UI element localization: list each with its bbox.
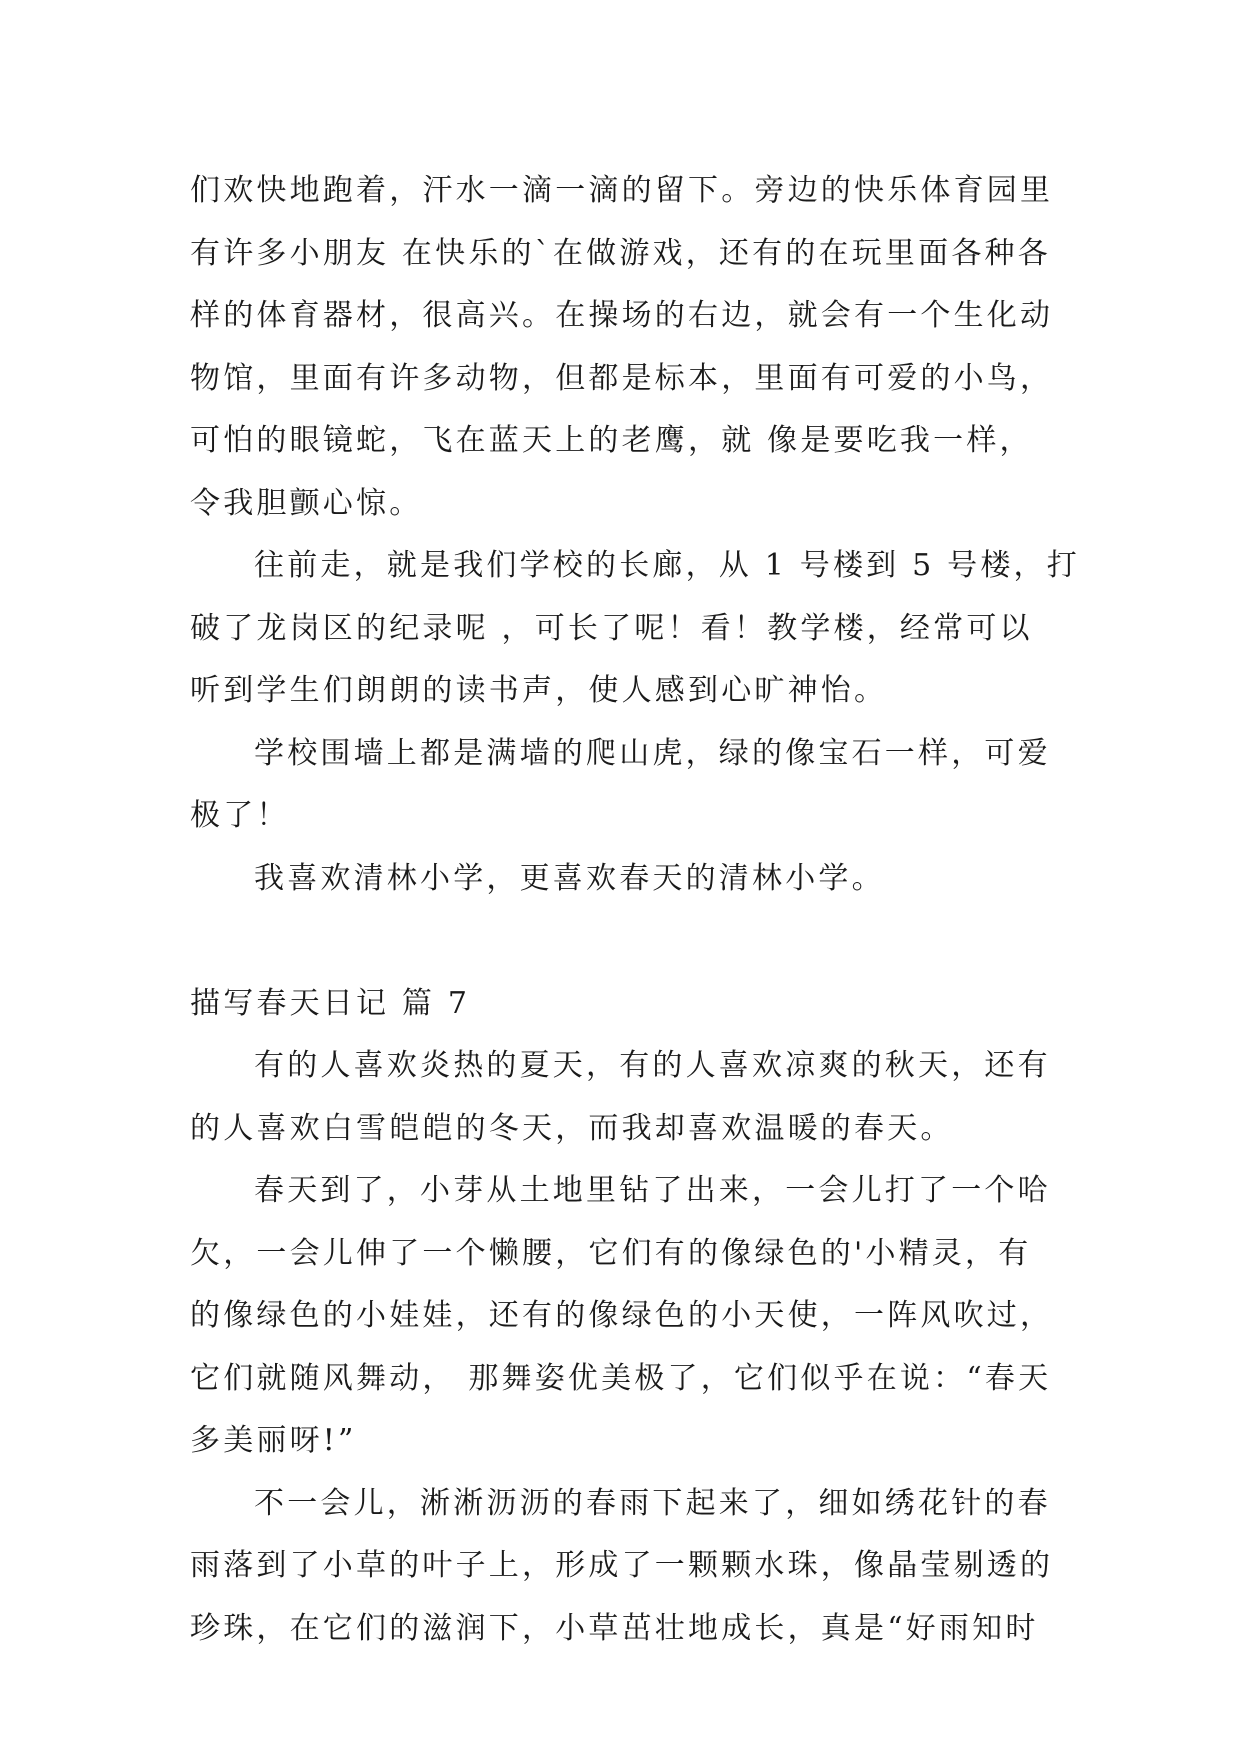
text-line: 的人喜欢白雪皑皑的冬天，而我却喜欢温暖的春天。 (190, 1110, 954, 1146)
text-line: 们欢快地跑着，汗水一滴一滴的留下。旁边的快乐体育园里 (190, 173, 1054, 208)
text-line: 破了龙岗区的纪录呢 ，可长了呢！看！教学楼，经常可以 (190, 610, 1033, 646)
section-heading (190, 973, 1070, 1036)
text-line: 有许多小朋友 在快乐的`在做游戏，还有的在玩里面各种各 (190, 235, 1051, 271)
text-line: 可怕的眼镜蛇，飞在蓝天上的老鹰，就 像是要吃我一样， (190, 423, 1033, 458)
text-line: 不一会儿，淅淅沥沥的春雨下起来了，细如绣花针的春 (254, 1485, 1051, 1521)
text-line: 物馆，里面有许多动物，但都是标本，里面有可爱的小鸟， (190, 360, 1054, 396)
text-line: 它们就随风舞动， 那舞姿优美极了，它们似乎在说：“春天 (190, 1360, 1052, 1396)
paragraph (190, 535, 1080, 723)
text-line: 学校围墙上都是满墙的爬山虎，绿的像宝石一样，可爱 (254, 735, 1051, 771)
text-line: 欠，一会儿伸了一个懒腰，它们有的像绿色的'小精灵，有 (190, 1235, 1032, 1271)
paragraph (190, 848, 1070, 911)
text-line: 雨落到了小草的叶子上，形成了一颗颗水珠，像晶莹剔透的 (190, 1548, 1054, 1583)
paragraph (190, 160, 1070, 535)
text-line: 多美丽呀!” (190, 1423, 357, 1458)
text-line: 极了！ (190, 798, 290, 833)
text-line: 春天到了，小芽从土地里钻了出来，一会儿打了一个哈 (254, 1173, 1051, 1208)
text-line: 往前走，就是我们学校的长廊，从 1 号楼到 5 号楼，打 (254, 548, 1080, 583)
paragraph (190, 1035, 1070, 1160)
paragraph (190, 1160, 1070, 1473)
text-line: 珍珠，在它们的滋润下，小草茁壮地成长，真是“好雨知时 (190, 1610, 1039, 1646)
heading-text: 描写春天日记 篇 7 (190, 985, 471, 1021)
text-line: 样的体育器材，很高兴。在操场的右边，就会有一个生化动 (190, 298, 1054, 333)
text-line: 的像绿色的小娃娃，还有的像绿色的小天使，一阵风吹过， (190, 1298, 1054, 1333)
text-line: 有的人喜欢炎热的夏天，有的人喜欢凉爽的秋天，还有 (254, 1048, 1051, 1083)
text-line: 我喜欢清林小学，更喜欢春天的清林小学。 (254, 860, 885, 896)
section-gap (190, 910, 1070, 973)
document-body (190, 160, 1080, 1660)
text-line: 听到学生们朗朗的读书声，使人感到心旷神怡。 (190, 673, 888, 708)
paragraph (190, 723, 1070, 848)
paragraph (190, 1473, 1070, 1661)
text-line: 令我胆颤心惊。 (190, 485, 423, 521)
